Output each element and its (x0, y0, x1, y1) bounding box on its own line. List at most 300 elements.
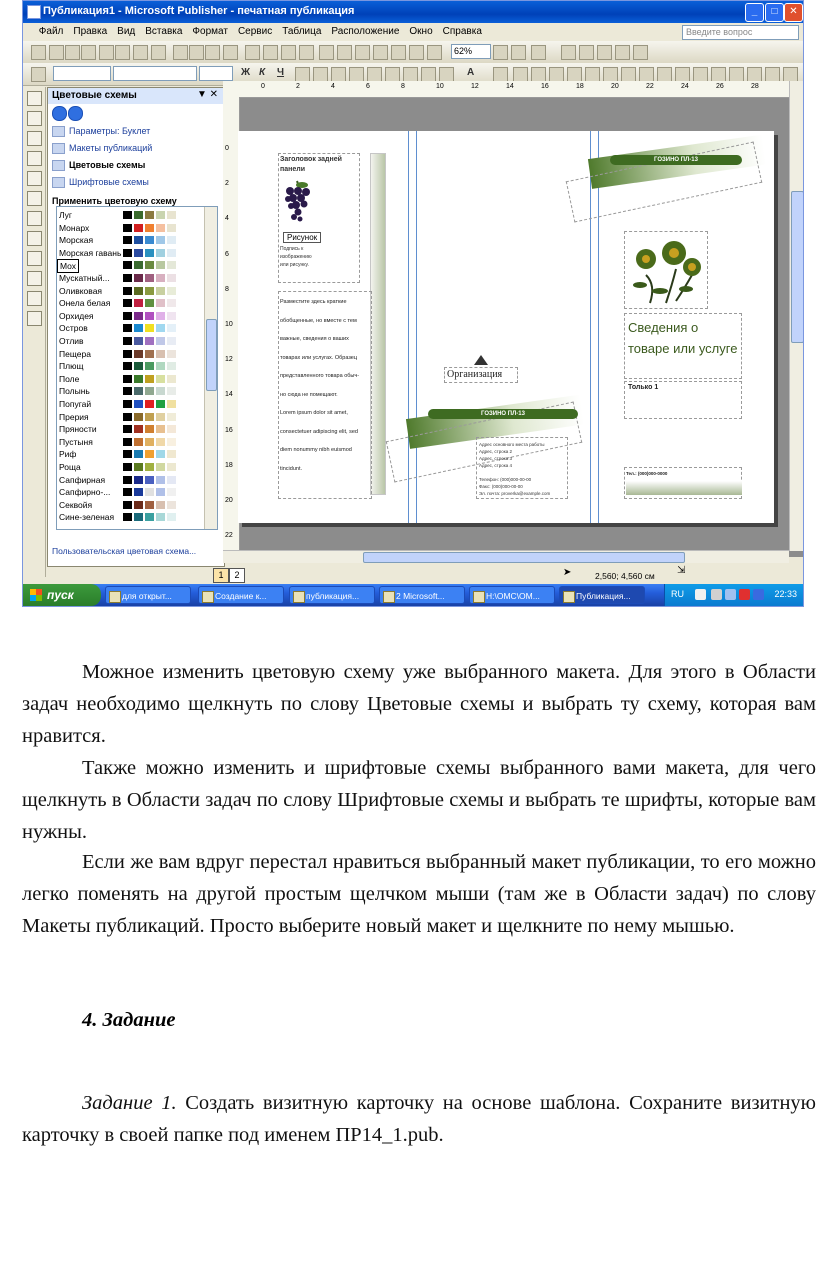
toolbar-button-icon[interactable] (373, 45, 388, 60)
format-button-icon[interactable] (331, 67, 346, 82)
toolbar-button-icon[interactable] (337, 45, 352, 60)
task-pane-link-icon (52, 126, 65, 137)
color-scheme-item[interactable] (57, 423, 205, 435)
task-pane-close-icon[interactable]: ▼ ✕ (196, 89, 218, 100)
grapes-picture[interactable] (282, 179, 312, 225)
page-navigator (213, 568, 245, 583)
address-line: Адрес, строка 3 (479, 456, 513, 461)
color-swatch (145, 488, 154, 496)
color-swatch (167, 400, 176, 408)
maximize-button[interactable]: □ (765, 3, 784, 22)
toolbar-button-icon[interactable] (531, 45, 546, 60)
objects-toolbar (23, 87, 46, 577)
product-title[interactable]: Сведения о товаре или услуге (628, 320, 738, 356)
color-swatch (134, 513, 143, 521)
toolbar-button-icon[interactable] (189, 45, 204, 60)
object-tool-icon[interactable] (27, 151, 42, 166)
toolbar-button-icon[interactable] (115, 45, 130, 60)
color-swatch (145, 249, 154, 257)
zoom-combo[interactable]: 62% (451, 44, 491, 59)
toolbar-button-icon[interactable] (579, 45, 594, 60)
color-swatch (145, 463, 154, 471)
color-swatch (145, 324, 154, 332)
toolbar-button-icon[interactable] (633, 45, 648, 60)
object-tool-icon[interactable] (27, 271, 42, 286)
color-swatch (167, 488, 176, 496)
object-tool-icon[interactable] (27, 131, 42, 146)
forward-icon[interactable] (68, 106, 83, 121)
ruler-tick-label: 0 (261, 83, 265, 90)
menu-item[interactable]: Расположение (331, 26, 400, 37)
address-block[interactable] (479, 441, 550, 497)
color-swatch (156, 488, 165, 496)
toolbar-button-icon[interactable] (263, 45, 278, 60)
task-1-label: Задание 1. (82, 1092, 177, 1114)
language-indicator[interactable]: RU (671, 589, 684, 599)
ruler-tick-label: 12 (471, 83, 479, 90)
title-bar (23, 1, 803, 23)
vertical-scroll-thumb[interactable] (791, 191, 804, 343)
body-text[interactable] (280, 293, 368, 478)
publisher-app-icon (27, 5, 41, 19)
color-scheme-item[interactable] (57, 474, 205, 486)
color-scheme-item[interactable] (57, 448, 205, 460)
color-swatch (123, 236, 132, 244)
task-pane-link[interactable] (52, 126, 150, 137)
flower-picture[interactable] (626, 235, 704, 307)
color-swatch (156, 337, 165, 345)
font-color-icon[interactable]: A (467, 67, 475, 78)
menu-item[interactable]: Формат (192, 26, 228, 37)
task-pane-link-icon (52, 160, 65, 171)
format-button-icon[interactable] (513, 67, 528, 82)
format-button-icon[interactable] (493, 67, 508, 82)
color-scheme-item[interactable] (57, 486, 205, 498)
format-button-icon[interactable] (693, 67, 708, 82)
color-swatch (167, 211, 176, 219)
color-scheme-name: Пустыня (59, 436, 93, 447)
color-swatch (134, 249, 143, 257)
color-scheme-item[interactable] (57, 511, 205, 523)
color-swatch (167, 224, 176, 232)
bluetooth-tray-icon[interactable] (725, 589, 736, 600)
format-button-icon[interactable] (603, 67, 618, 82)
format-button-icon[interactable] (567, 67, 582, 82)
task-pane-header (48, 88, 224, 104)
address-line: Адрес, строка 2 (479, 449, 513, 454)
color-swatch (167, 513, 176, 521)
color-swatch (145, 236, 154, 244)
object-tool-icon[interactable] (27, 91, 42, 106)
color-swatch (156, 438, 165, 446)
color-swatch (145, 287, 154, 295)
format-button-icon[interactable] (711, 67, 726, 82)
color-swatch (156, 400, 165, 408)
color-swatch (123, 261, 132, 269)
color-swatch (134, 236, 143, 244)
network-tray-icon[interactable] (711, 589, 722, 600)
color-swatch (145, 312, 154, 320)
color-swatch (145, 413, 154, 421)
color-swatch (156, 501, 165, 509)
address-line (479, 469, 550, 476)
color-scheme-item[interactable] (57, 209, 205, 221)
format-button-icon[interactable] (439, 67, 454, 82)
bottom-gradient-bar (626, 481, 742, 495)
color-scheme-list[interactable] (56, 206, 218, 530)
color-scheme-name: Роща (59, 462, 81, 472)
color-scheme-item[interactable] (57, 310, 205, 322)
help-search-input[interactable]: Введите вопрос (682, 25, 799, 40)
horizontal-scroll-thumb[interactable] (363, 552, 685, 563)
color-scheme-item[interactable] (57, 411, 205, 423)
color-swatch (123, 450, 132, 458)
color-swatch (123, 287, 132, 295)
color-swatch (123, 413, 132, 421)
color-scheme-item[interactable] (57, 360, 205, 372)
color-scheme-name: Морская гавань (59, 247, 122, 258)
color-swatch (123, 438, 132, 446)
scheme-list-scrollbar[interactable] (204, 207, 217, 529)
scheme-list-scroll-thumb[interactable] (206, 319, 217, 391)
toolbar-button-icon[interactable] (81, 45, 96, 60)
toolbar-button-icon[interactable] (391, 45, 406, 60)
windows-logo-icon (30, 589, 42, 601)
toolbar-button-icon[interactable] (597, 45, 612, 60)
object-tool-icon[interactable] (27, 191, 42, 206)
vertical-scrollbar[interactable] (789, 81, 804, 551)
color-swatch (167, 387, 176, 395)
toolbar-button-icon[interactable] (319, 45, 334, 60)
clock: 22:33 (774, 589, 797, 599)
ruler-tick-label: 16 (541, 83, 549, 90)
taskbar-window-button[interactable]: 2 Microsoft... (379, 586, 465, 604)
color-swatch (123, 513, 132, 521)
color-scheme-item[interactable] (57, 247, 205, 259)
toolbar-button-icon[interactable] (299, 45, 314, 60)
color-swatch (134, 337, 143, 345)
format-button-icon[interactable] (31, 67, 46, 82)
middle-banner-label[interactable]: ГОЗИНО ПЛ-13 (428, 409, 578, 419)
paragraph-1 (22, 656, 816, 752)
format-button-icon[interactable] (295, 67, 310, 82)
color-swatch (134, 324, 143, 332)
color-scheme-item[interactable] (57, 385, 205, 397)
color-swatch (167, 274, 176, 282)
color-swatch (156, 261, 165, 269)
object-tool-icon[interactable] (27, 231, 42, 246)
object-tool-icon[interactable] (27, 311, 42, 326)
toolbar-button-icon[interactable] (223, 45, 238, 60)
color-swatch (134, 463, 143, 471)
task-pane-link-icon (52, 143, 65, 154)
color-swatch (134, 312, 143, 320)
color-swatch (156, 362, 165, 370)
picture-caption[interactable]: Подпись к изображению или рисунку. (280, 246, 312, 268)
format-button-icon[interactable] (349, 67, 364, 82)
toolbar-button-icon[interactable] (355, 45, 370, 60)
color-scheme-item[interactable] (57, 234, 205, 246)
close-button[interactable]: ✕ (784, 3, 803, 22)
ruler-tick-label: 14 (225, 391, 233, 399)
color-swatch (145, 299, 154, 307)
color-scheme-item[interactable] (57, 222, 205, 234)
color-swatch (156, 299, 165, 307)
color-swatch (134, 413, 143, 421)
toolbar-button-icon[interactable] (173, 45, 188, 60)
format-button-icon[interactable] (403, 67, 418, 82)
ruler-tick-label: 10 (436, 83, 444, 90)
body-text-line: tincidunt. (280, 465, 303, 472)
color-swatch (145, 375, 154, 383)
style-combo[interactable] (53, 66, 111, 81)
color-swatch (123, 224, 132, 232)
address-line: Адрес основного места работы (479, 442, 545, 447)
body-text-line: Lorem ipsum dolor sit amet, (280, 410, 348, 416)
format-button-icon[interactable] (421, 67, 436, 82)
menu-item[interactable]: Сервис (237, 26, 273, 37)
color-scheme-name: Мох (57, 259, 79, 273)
color-swatch (145, 501, 154, 509)
taskbar-window-button[interactable]: Публикация... (559, 586, 645, 604)
toolbar-button-icon[interactable] (31, 45, 46, 60)
color-scheme-name: Морская (59, 235, 94, 246)
format-button-icon[interactable] (729, 67, 744, 82)
paragraph-1-text: Можное изменить цветовую схему уже выбранного макета. Для этого в Области задач необходимо щелкнуть по слову Цветовые схемы и выбрать ту схему, которая вам нравится. (22, 661, 816, 747)
color-swatch (167, 425, 176, 433)
cursor-arrow-icon: ➤ (563, 567, 572, 578)
antivirus-tray-icon[interactable] (739, 589, 750, 600)
object-tool-icon[interactable] (27, 171, 42, 186)
back-icon[interactable] (52, 106, 67, 121)
keyboard-tray-icon[interactable] (753, 589, 764, 600)
color-swatch (123, 211, 132, 219)
help-tray-icon[interactable] (695, 589, 706, 600)
task-pane-link[interactable] (52, 177, 149, 188)
start-button[interactable] (23, 584, 101, 606)
color-scheme-name: Пещера (59, 348, 91, 359)
ruler-tick-label: 10 (225, 321, 233, 328)
color-swatch (134, 287, 143, 295)
color-swatch (167, 362, 176, 370)
format-button-icon[interactable] (765, 67, 780, 82)
color-scheme-item[interactable] (57, 335, 205, 347)
color-swatch (123, 324, 132, 332)
task-pane-link[interactable] (52, 160, 145, 171)
color-swatch (167, 337, 176, 345)
color-swatch (145, 400, 154, 408)
toolbar-button-icon[interactable] (65, 45, 80, 60)
color-swatch (145, 224, 154, 232)
horizontal-ruler[interactable] (223, 81, 803, 98)
windows-taskbar (23, 584, 803, 606)
ruler-tick-label: 14 (506, 83, 514, 90)
color-swatch (134, 501, 143, 509)
toolbar-button-icon[interactable] (133, 45, 148, 60)
format-button-icon[interactable] (367, 67, 382, 82)
color-scheme-item[interactable] (57, 259, 205, 271)
body-text-line: обобщенные, но вместе с тем (280, 317, 357, 324)
address-line: Эл. почта: proverka@example.com (479, 491, 551, 496)
color-swatch (145, 476, 154, 484)
color-scheme-item[interactable] (57, 436, 205, 448)
object-tool-icon[interactable] (27, 251, 42, 266)
format-button-icon[interactable] (783, 67, 798, 82)
color-swatch (167, 261, 176, 269)
toolbar-button-icon[interactable] (99, 45, 114, 60)
taskbar-window-button[interactable]: H:\ОМС\ОМ... (469, 586, 555, 604)
menu-item[interactable]: Правка (73, 26, 108, 37)
task-1-paragraph (22, 1087, 816, 1151)
color-scheme-item[interactable] (57, 285, 205, 297)
toolbar-button-icon[interactable] (615, 45, 630, 60)
toolbar-button-icon[interactable] (151, 45, 166, 60)
body-text-line: важные, сведения о ваших (280, 336, 349, 342)
taskbar-window-button[interactable]: Создание к... (198, 586, 284, 604)
toolbar-button-icon[interactable] (245, 45, 260, 60)
address-line: Телефон: (000)000-00-00 (479, 477, 532, 482)
publication-page[interactable] (238, 131, 774, 523)
task-pane-link-label: Шрифтовые схемы (69, 177, 149, 187)
color-scheme-item[interactable] (57, 272, 205, 284)
page-2-tab[interactable]: 2 (229, 568, 245, 583)
color-swatch (134, 387, 143, 395)
object-tool-icon[interactable] (27, 291, 42, 306)
format-button-icon[interactable] (657, 67, 672, 82)
ruler-tick-label: 22 (225, 532, 233, 540)
page-1-tab[interactable]: 1 (213, 568, 229, 583)
color-swatch (145, 438, 154, 446)
top-banner-label[interactable]: ГОЗИНО ПЛ-13 (610, 155, 742, 165)
size-combo[interactable] (199, 66, 233, 81)
format-button-icon[interactable] (621, 67, 636, 82)
bold-icon[interactable]: Ж (241, 67, 251, 78)
color-scheme-name: Сапфирно-... (59, 487, 111, 498)
color-scheme-name: Полынь (59, 386, 90, 397)
ruler-tick-label: 12 (225, 356, 233, 364)
menu-item[interactable]: Окно (409, 26, 433, 37)
format-button-icon[interactable] (585, 67, 600, 82)
custom-color-scheme-link[interactable]: Пользовательская цветовая схема... (52, 546, 197, 556)
color-scheme-item[interactable] (57, 297, 205, 309)
menu-item[interactable]: Вставка (145, 26, 183, 37)
menu-item[interactable]: Файл (38, 26, 64, 37)
format-button-icon[interactable] (385, 67, 400, 82)
horizontal-scrollbar[interactable] (223, 550, 789, 563)
address-line: Факс: (000)000-00-00 (479, 484, 523, 489)
taskbar-window-button[interactable]: публикация... (289, 586, 375, 604)
ruler-tick-label: 28 (751, 83, 759, 90)
standard-toolbar (23, 41, 803, 64)
color-swatch (123, 400, 132, 408)
ruler-tick-label: 24 (681, 83, 689, 90)
task-pane-link[interactable] (52, 143, 152, 154)
color-swatch (156, 375, 165, 383)
object-tool-icon[interactable] (27, 111, 42, 126)
tel-label[interactable]: Тел.: (000)000-0000 (626, 471, 668, 476)
color-swatch (156, 312, 165, 320)
color-scheme-name: Онела белая (59, 298, 111, 309)
minimize-button[interactable]: _ (745, 3, 764, 22)
task-pane (47, 87, 225, 567)
color-swatch (145, 362, 154, 370)
menu-item[interactable]: Таблица (282, 26, 322, 37)
toolbar-button-icon[interactable] (409, 45, 424, 60)
paragraph-2 (22, 752, 816, 848)
format-button-icon[interactable] (313, 67, 328, 82)
menu-item[interactable]: Вид (117, 26, 136, 37)
color-scheme-name: Поле (59, 373, 80, 384)
ruler-tick-label: 18 (576, 83, 584, 90)
picture-tooltip: Рисунок (283, 232, 321, 243)
only-label[interactable]: Только 1 (628, 384, 659, 391)
underline-icon[interactable]: Ч (277, 67, 285, 78)
format-button-icon[interactable] (747, 67, 762, 82)
toolbar-button-icon[interactable] (49, 45, 64, 60)
color-swatch (134, 400, 143, 408)
toolbar-button-icon[interactable] (427, 45, 442, 60)
ruler-tick-label: 6 (225, 250, 229, 258)
cursor-position: 2,560; 4,560 см (595, 571, 655, 581)
color-swatch (134, 476, 143, 484)
color-swatch (167, 413, 176, 421)
toolbar-button-icon[interactable] (281, 45, 296, 60)
color-swatch (156, 476, 165, 484)
font-combo[interactable] (113, 66, 197, 81)
color-swatch (156, 513, 165, 521)
color-swatch (123, 463, 132, 471)
color-swatch (123, 337, 132, 345)
color-scheme-item[interactable] (57, 348, 205, 360)
color-swatch (123, 362, 132, 370)
format-button-icon[interactable] (549, 67, 564, 82)
color-swatch (145, 387, 154, 395)
color-swatch (167, 375, 176, 383)
format-button-icon[interactable] (531, 67, 546, 82)
color-scheme-item[interactable] (57, 322, 205, 334)
menu-item[interactable]: Справка (442, 26, 482, 37)
ruler-tick-label: 20 (611, 83, 619, 90)
panel-gradient-bar (370, 153, 386, 495)
color-scheme-item[interactable] (57, 499, 205, 511)
color-scheme-item[interactable] (57, 461, 205, 473)
color-scheme-item[interactable] (57, 398, 205, 410)
color-swatch (134, 488, 143, 496)
color-swatch (167, 249, 176, 257)
color-scheme-item[interactable] (57, 373, 205, 385)
window-title: Публикация1 - Microsoft Publisher - печатная публикация (43, 5, 355, 17)
toolbar-button-icon[interactable] (561, 45, 576, 60)
paragraph-3 (22, 846, 816, 942)
taskbar-window-button[interactable]: для открыт... (105, 586, 191, 604)
task-1-body: Создать визитную карточку на основе шаблона. Сохраните визитную карточку в своей папке под именем ПР14_1.pub. (22, 1092, 816, 1146)
format-button-icon[interactable] (675, 67, 690, 82)
org-logo-icon (474, 355, 488, 365)
format-button-icon[interactable] (639, 67, 654, 82)
back-panel-heading[interactable]: Заголовок задней панели (280, 156, 342, 173)
organization-name[interactable]: Организация (447, 369, 503, 380)
color-swatch (156, 413, 165, 421)
color-swatch (167, 463, 176, 471)
object-tool-icon[interactable] (27, 211, 42, 226)
task-pane-link-label: Параметры: Буклет (69, 126, 151, 136)
color-scheme-name: Попугай (59, 399, 92, 409)
italic-icon[interactable]: К (259, 67, 266, 78)
toolbar-button-icon[interactable] (511, 45, 526, 60)
toolbar-button-icon[interactable] (493, 45, 508, 60)
toolbar-button-icon[interactable] (205, 45, 220, 60)
color-swatch (156, 350, 165, 358)
